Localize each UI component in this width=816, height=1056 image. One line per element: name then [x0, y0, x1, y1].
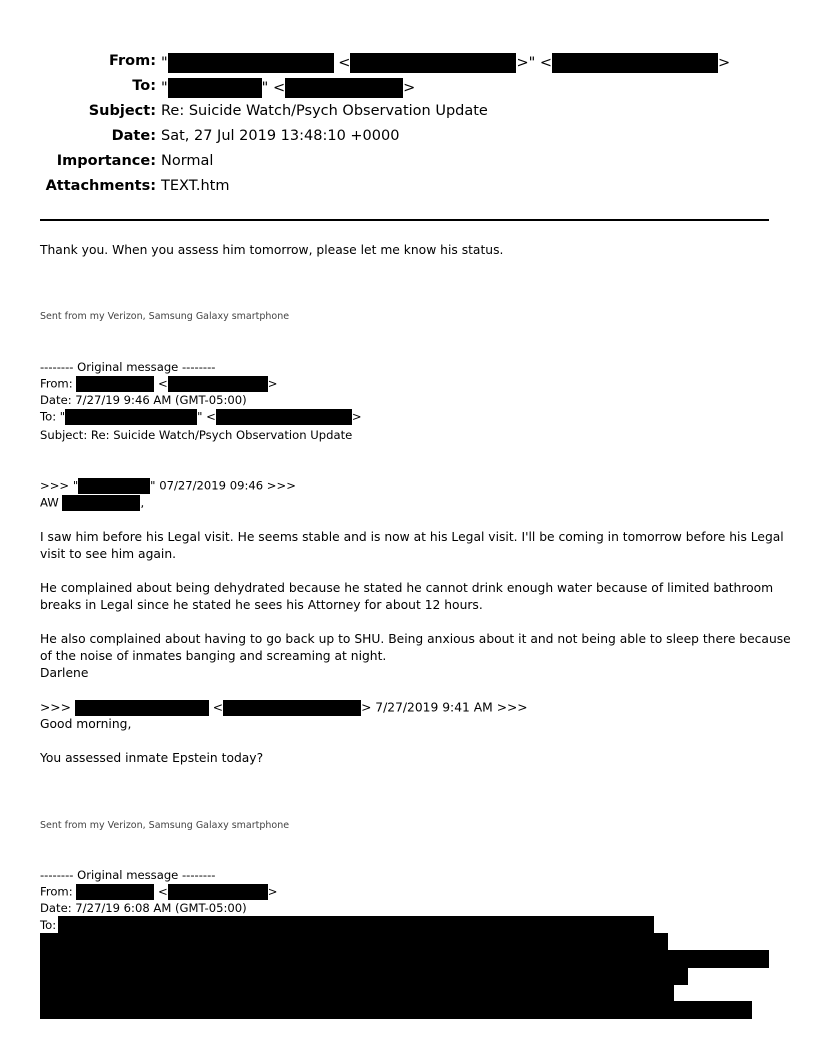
- importance-value: Normal: [161, 153, 214, 169]
- quote-paragraph-3-line-1: He also complained about having to go back up to SHU. Being anxious about it and not being able to sleep there because: [40, 632, 791, 646]
- redaction-block: [168, 78, 262, 98]
- date-label: Date:: [111, 128, 156, 144]
- redaction-block: [40, 984, 674, 1002]
- from-value: " < >" < >: [161, 55, 731, 71]
- redaction-block: [552, 53, 718, 73]
- header-divider: [40, 219, 769, 221]
- redaction-block: [75, 700, 209, 716]
- redaction-block: [168, 376, 268, 392]
- redaction-block: [62, 495, 140, 511]
- reply-signature: Sent from my Verizon, Samsung Galaxy smartphone: [40, 311, 290, 322]
- quote-header: >>> " " 07/27/2019 09:46 >>>: [40, 478, 296, 493]
- date-value: Sat, 27 Jul 2019 13:48:10 +0000: [161, 128, 400, 144]
- quote-question: You assessed inmate Epstein today?: [40, 751, 264, 765]
- from-label: From:: [40, 884, 73, 899]
- redaction-block: [40, 1001, 752, 1019]
- original-subject-line: Subject: Re: Suicide Watch/Psych Observation Update: [40, 428, 353, 442]
- redaction-block: [350, 53, 516, 73]
- subject-label: Subject:: [88, 103, 156, 119]
- redaction-block: [40, 967, 688, 985]
- to-label: To:: [40, 409, 57, 424]
- redaction-block: [78, 478, 150, 494]
- quote-paragraph-2-line-1: He complained about being dehydrated because he stated he cannot drink enough water because of limited bathroom: [40, 581, 774, 595]
- attachments-value: TEXT.htm: [161, 178, 230, 194]
- original-banner: -------- Original message --------: [40, 360, 216, 374]
- quote-paragraph-1-line-2: visit to see him again.: [40, 547, 177, 561]
- redaction-block: [65, 409, 197, 425]
- original-date-line: Date: 7/27/19 9:46 AM (GMT-05:00): [40, 393, 247, 407]
- to-label: To:: [132, 78, 156, 94]
- quote-header: >>> < > 7/27/2019 9:41 AM >>>: [40, 700, 528, 715]
- original-to-line: To: " " < >: [40, 409, 362, 424]
- redaction-block: [40, 933, 668, 951]
- redaction-block: [168, 884, 268, 900]
- redaction-block: [76, 884, 154, 900]
- redaction-block: [223, 700, 361, 716]
- quote-signature: Sent from my Verizon, Samsung Galaxy smartphone: [40, 820, 290, 831]
- quote-paragraph-1-line-1: I saw him before his Legal visit. He seems stable and is now at his Legal visit. I'll be coming in tomorrow before his Legal: [40, 530, 784, 544]
- from-label: From:: [40, 376, 73, 391]
- attachments-label: Attachments:: [45, 178, 156, 194]
- quote-greeting: AW ,: [40, 495, 145, 510]
- original-banner: -------- Original message --------: [40, 868, 216, 882]
- reply-body: Thank you. When you assess him tomorrow, please let me know his status.: [40, 243, 504, 257]
- redaction-block: [285, 78, 403, 98]
- from-label: From:: [109, 53, 156, 69]
- subject-value: Re: Suicide Watch/Psych Observation Update: [161, 103, 488, 119]
- original-from-line: From: < >: [40, 884, 278, 899]
- redaction-block: [40, 950, 769, 968]
- redaction-block: [58, 916, 654, 934]
- quote-paragraph-3-line-2: of the noise of inmates banging and screaming at night.: [40, 649, 387, 663]
- original-date-line: Date: 7/27/19 6:08 AM (GMT-05:00): [40, 901, 247, 915]
- quote-signoff: Darlene: [40, 666, 89, 680]
- redaction-block: [168, 53, 334, 73]
- redaction-block: [76, 376, 154, 392]
- quote-greeting: Good morning,: [40, 717, 132, 731]
- redaction-block: [216, 409, 352, 425]
- original-to-line: To:: [40, 918, 57, 932]
- original-from-line: From: < >: [40, 376, 278, 391]
- importance-label: Importance:: [56, 153, 156, 169]
- quote-paragraph-2-line-2: breaks in Legal since he stated he sees his Attorney for about 12 hours.: [40, 598, 483, 612]
- to-value: " " < >: [161, 80, 416, 96]
